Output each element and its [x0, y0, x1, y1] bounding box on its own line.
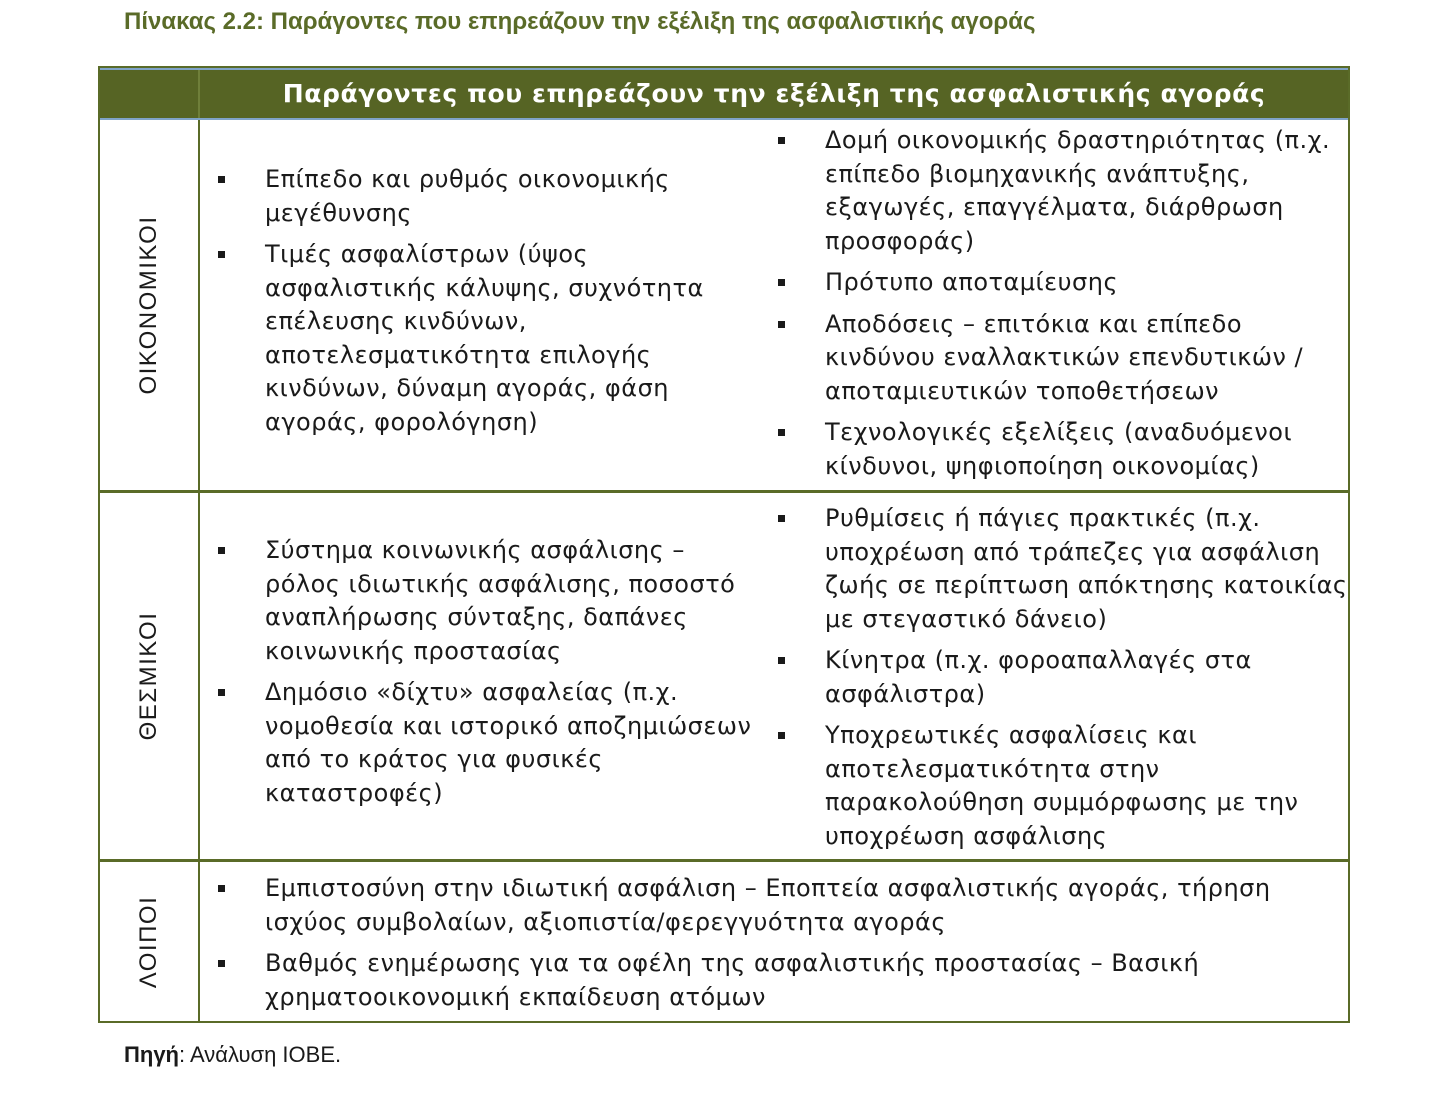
factors-table — [98, 66, 1350, 1023]
economic-right-cell — [760, 124, 1348, 491]
list-item: Σύστημα κοινωνικής ασφάλισης – ρόλος ιδιωτικής ασφάλισης, ποσοστό αναπλήρωσης σύνταξης, δαπάνες κοινωνικής προστασίας — [200, 534, 760, 668]
list-item: Εμπιστοσύνη στην ιδιωτική ασφάλιση – Εποπτεία ασφαλιστικής αγοράς, τήρηση ισχύος συμβολαίων, αξιοπιστία/φερεγγυότητα αγοράς — [200, 872, 1340, 939]
list-item: Υποχρεωτικές ασφαλίσεις και αποτελεσματικότητα στην παρακολούθηση συμμόρφωσης με την υποχρέωση ασφάλισης — [760, 719, 1348, 853]
list-item: Δημόσιο «δίχτυ» ασφαλείας (π.χ. νομοθεσία και ιστορικό αποζημιώσεων από το κράτος για φυσικές καταστροφές) — [200, 676, 760, 810]
list-item: Πρότυπο αποταμίευσης — [760, 266, 1348, 300]
row-label-economic — [100, 120, 198, 490]
institutional-left-cell — [200, 493, 760, 859]
list-item: Επίπεδο και ρυθμός οικονομικής μεγέθυνσης — [200, 163, 760, 230]
table-header — [100, 68, 1348, 120]
row-label-text: ΟΙΚΟΝΟΜΙΚΟΙ — [135, 215, 162, 395]
row-label-institutional — [100, 493, 198, 859]
institutional-right-cell — [760, 502, 1348, 861]
list-item: Τιμές ασφαλίστρων (ύψος ασφαλιστικής κάλυψης, συχνότητα επέλευσης κινδύνων, αποτελεσματικότητα επιλογής κινδύνων, δύναμη αγοράς, φάση αγοράς, φορολόγηση) — [200, 238, 760, 439]
table-caption: Πίνακας 2.2: Παράγοντες που επηρεάζουν την εξέλιξη της ασφαλιστικής αγοράς — [124, 8, 1036, 35]
economic-right-list — [760, 124, 1348, 483]
economic-left-cell — [200, 120, 760, 490]
table-header-title: Παράγοντες που επηρεάζουν την εξέλιξη της ασφαλιστικής αγοράς — [282, 79, 1266, 108]
list-item: Κίνητρα (π.χ. φοροαπαλλαγές στα ασφάλιστρα) — [760, 644, 1348, 711]
list-item: Δομή οικονομικής δραστηριότητας (π.χ. επίπεδο βιομηχανικής ανάπτυξης, εξαγωγές, επαγγέλματα, διάρθρωση προσφοράς) — [760, 124, 1348, 258]
source-note — [124, 1042, 341, 1068]
institutional-right-list — [760, 502, 1348, 853]
other-cell — [200, 872, 1340, 1022]
source-label: Πηγή — [124, 1042, 179, 1067]
list-item: Τεχνολογικές εξελίξεις (αναδυόμενοι κίνδυνοι, ψηφιοποίηση οικονομίας) — [760, 416, 1348, 483]
source-text: : Ανάλυση ΙΟΒΕ. — [179, 1042, 342, 1067]
list-item: Αποδόσεις – επιτόκια και επίπεδο κινδύνου εναλλακτικών επενδυτικών / αποταμιευτικών τοποθετήσεων — [760, 308, 1348, 409]
list-item: Βαθμός ενημέρωσης για τα οφέλη της ασφαλιστικής προστασίας – Βασική χρηματοοικονομική εκπαίδευση ατόμων — [200, 947, 1340, 1014]
row-label-text: ΛΟΙΠΟΙ — [135, 895, 162, 988]
row-label-other — [100, 862, 198, 1021]
row-divider — [100, 859, 1348, 862]
institutional-left-list — [200, 534, 760, 818]
economic-left-list — [200, 163, 760, 447]
row-label-text: ΘΕΣΜΙΚΟΙ — [135, 611, 162, 741]
other-list — [200, 872, 1340, 1014]
list-item: Ρυθμίσεις ή πάγιες πρακτικές (π.χ. υποχρέωση από τράπεζες για ασφάλιση ζωής σε περίπτωση απόκτησης κατοικίας με στεγαστικό δάνειο) — [760, 502, 1348, 636]
